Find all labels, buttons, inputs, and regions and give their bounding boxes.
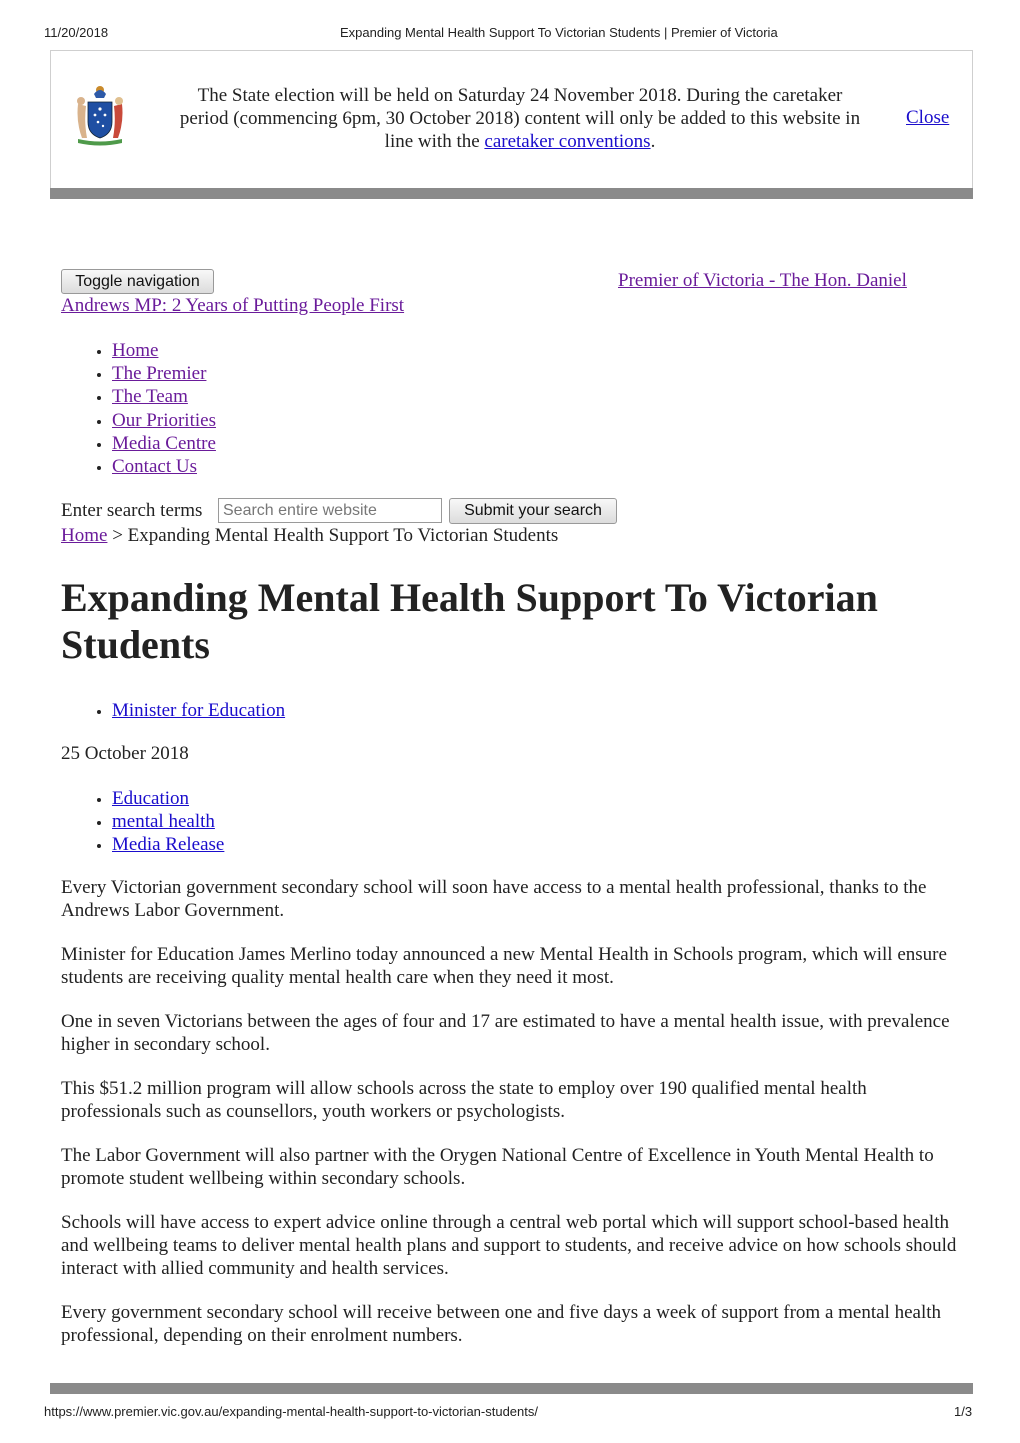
category-link-minister-for-education[interactable]: Minister for Education bbox=[112, 700, 286, 721]
tag-item bbox=[112, 833, 224, 856]
nav-link-media-centre[interactable]: Media Centre bbox=[112, 432, 216, 454]
notice-line-3-prefix: line with the bbox=[384, 131, 485, 152]
site-title-link-part-1[interactable]: Premier of Victoria - The Hon. Daniel bbox=[618, 270, 907, 291]
nav-item-the-premier bbox=[112, 362, 216, 385]
breadcrumb-separator: > bbox=[107, 525, 128, 546]
tag-item bbox=[112, 787, 224, 810]
tag-link-education[interactable]: Education bbox=[112, 788, 190, 809]
submit-search-button[interactable]: Submit your search bbox=[449, 498, 617, 524]
nav-link-our-priorities[interactable]: Our Priorities bbox=[112, 409, 216, 431]
print-date: 11/20/2018 bbox=[44, 25, 109, 40]
nav-item-our-priorities bbox=[112, 409, 216, 432]
article-categories bbox=[91, 699, 285, 722]
nav-item-the-team bbox=[112, 385, 216, 408]
nav-item-home bbox=[112, 339, 216, 362]
breadcrumb-home-link[interactable]: Home bbox=[61, 525, 108, 546]
notice-line-1: The State election will be held on Saturday 24 November 2018. During the caretaker bbox=[197, 85, 843, 106]
print-url: https://www.premier.vic.gov.au/expanding-mental-health-support-to-victorian-students/ bbox=[44, 1404, 538, 1419]
nav-item-contact-us bbox=[112, 455, 216, 478]
notice-line-3 bbox=[140, 130, 900, 153]
toggle-navigation-button[interactable]: Toggle navigation bbox=[61, 269, 214, 294]
nav-link-the-premier[interactable]: The Premier bbox=[112, 363, 207, 385]
post-date: 25 October 2018 bbox=[61, 743, 189, 764]
article-paragraph: Minister for Education James Merlino today announced a new Mental Health in Schools program, which will ensure students are receiving quality mental health care when they need it most. bbox=[61, 944, 947, 988]
notice-line-2: period (commencing 6pm, 30 October 2018) content will only be added to this website in bbox=[179, 108, 861, 129]
close-alert-link[interactable]: Close bbox=[906, 107, 950, 128]
caretaker-conventions-link[interactable]: caretaker conventions bbox=[484, 131, 651, 152]
breadcrumb bbox=[61, 525, 558, 547]
article-paragraph: Every government secondary school will receive between one and five days a week of support from a mental health professional, depending on their enrolment numbers. bbox=[61, 1302, 942, 1346]
category-item bbox=[112, 699, 285, 722]
page-number: 1/3 bbox=[954, 1404, 973, 1419]
page-title: Expanding Mental Health Support To Victorian Students bbox=[61, 575, 878, 667]
nav-link-home[interactable]: Home bbox=[112, 340, 159, 361]
nav-item-media-centre bbox=[112, 432, 216, 455]
tag-link-mental-health[interactable]: mental health bbox=[112, 811, 215, 833]
main-navigation bbox=[91, 339, 216, 478]
search-input[interactable] bbox=[218, 498, 442, 523]
article-paragraph: The Labor Government will also partner with the Orygen National Centre of Excellence in Youth Mental Health to promote student wellbeing within secondary schools. bbox=[61, 1145, 934, 1189]
footer-bar bbox=[50, 1383, 973, 1394]
tag-link-media-release[interactable]: Media Release bbox=[112, 834, 225, 856]
alert-bottom-bar bbox=[50, 188, 973, 199]
article-paragraph: One in seven Victorians between the ages of four and 17 are estimated to have a mental health issue, with prevalence higher in secondary school. bbox=[61, 1011, 950, 1055]
tag-item bbox=[112, 810, 224, 833]
search-label: Enter search terms bbox=[61, 500, 203, 521]
article-paragraph: Schools will have access to expert advice online through a central web portal which will support school-based health and wellbeing teams to deliver mental health plans and support to students, and receive advice on how schools should interact with allied community and health services. bbox=[61, 1212, 957, 1279]
nav-link-the-team[interactable]: The Team bbox=[112, 386, 188, 408]
print-page-title: Expanding Mental Health Support To Victorian Students | Premier of Victoria bbox=[340, 25, 778, 40]
notice-line-3-suffix: . bbox=[650, 131, 656, 152]
site-title-link-part-2[interactable]: Andrews MP: 2 Years of Putting People First bbox=[61, 295, 405, 316]
article-paragraph: Every Victorian government secondary school will soon have access to a mental health professional, thanks to the Andrews Labor Government. bbox=[61, 877, 927, 921]
victoria-coat-of-arms-icon bbox=[72, 82, 128, 148]
nav-link-contact-us[interactable]: Contact Us bbox=[112, 456, 197, 478]
article-body bbox=[61, 876, 971, 1368]
print-header bbox=[0, 0, 1020, 50]
breadcrumb-current: Expanding Mental Health Support To Victorian Students bbox=[127, 525, 559, 546]
caretaker-notice-text bbox=[140, 84, 900, 153]
article-tags bbox=[91, 787, 224, 857]
article-paragraph: This $51.2 million program will allow schools across the state to employ over 190 qualified mental health professionals such as counsellors, youth workers or psychologists. bbox=[61, 1078, 867, 1122]
